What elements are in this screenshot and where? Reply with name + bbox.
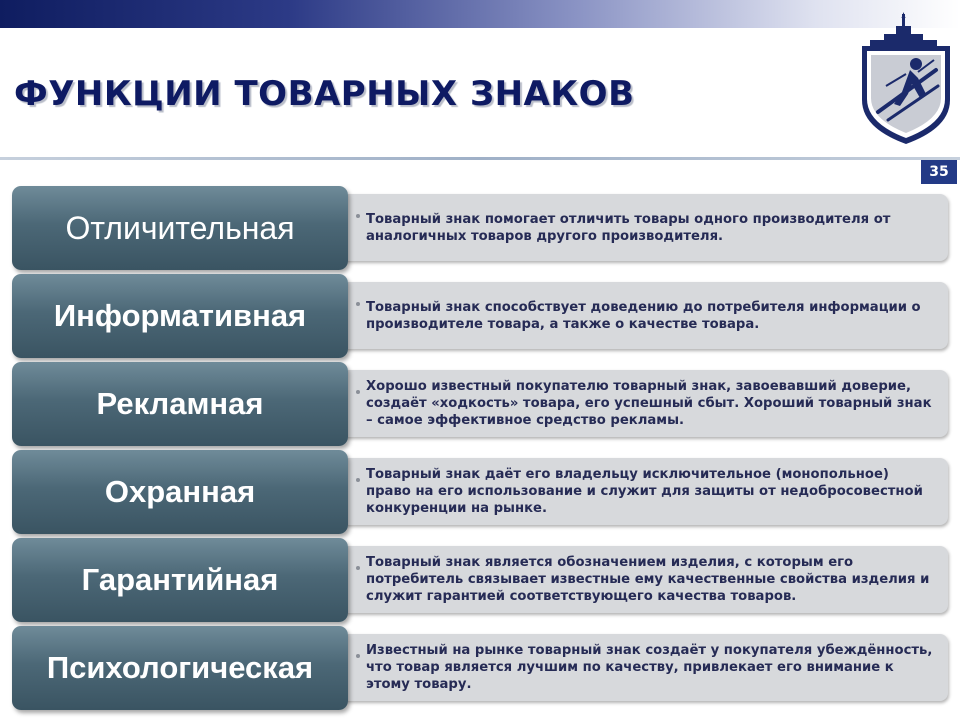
header-gradient-band (0, 0, 960, 28)
function-row-guarantee (10, 538, 950, 622)
function-name-box (12, 450, 348, 534)
function-row-protective (10, 450, 950, 534)
function-row-distinctive (10, 186, 950, 270)
function-row-psychological (10, 626, 950, 710)
bullet-dot-icon (356, 390, 360, 394)
function-name: Охранная (104, 474, 256, 509)
function-description-panel (344, 282, 948, 349)
function-row-informative (10, 274, 950, 358)
function-name-box (12, 626, 348, 710)
function-name-box (12, 362, 348, 446)
function-name-box (12, 538, 348, 622)
function-name: Гарантийная (81, 562, 279, 597)
function-description-panel (344, 458, 948, 525)
bullet-dot-icon (356, 478, 360, 482)
university-emblem-skier-icon (858, 12, 954, 146)
function-name: Рекламная (96, 386, 264, 421)
bullet-dot-icon (356, 302, 360, 306)
function-description: Товарный знак даёт его владельцу исключительное (монопольное) право на его использование и служит для защиты от недобросовестной конкуренции на рынке. (366, 467, 923, 516)
function-description-panel (344, 546, 948, 613)
function-name-box (12, 186, 348, 270)
function-row-advertising (10, 362, 950, 446)
bullet-dot-icon (356, 214, 360, 218)
function-description-panel (344, 370, 948, 437)
function-description: Товарный знак способствует доведению до потребителя информации о производителе товара, а также о качестве товара. (366, 299, 921, 332)
bullet-dot-icon (356, 654, 360, 658)
function-description: Товарный знак является обозначением изделия, с которым его потребитель связывает известные ему качественные свойства изделия и служит гарантией соответствующего качества товаров. (366, 555, 930, 604)
function-name: Отличительная (65, 209, 295, 246)
bullet-dot-icon (356, 566, 360, 570)
function-description: Товарный знак помогает отличить товары одного производителя от аналогичных товаров другого производителя. (366, 211, 891, 244)
function-description-panel (344, 634, 948, 701)
slide-title: ФУНКЦИИ ТОВАРНЫХ ЗНАКОВ (14, 74, 635, 114)
function-description-panel (344, 194, 948, 261)
function-name: Информативная (53, 298, 307, 333)
function-name-box (12, 274, 348, 358)
function-description: Хорошо известный покупателю товарный знак, завоевавший доверие, создаёт «ходкость» товара, его успешный сбыт. Хороший товарный знак – самое эффективное средство рекламы. (366, 379, 932, 428)
page-number-badge: 35 (921, 160, 957, 184)
function-name: Психологическая (46, 650, 314, 685)
header-divider (0, 157, 960, 160)
function-description: Известный на рынке товарный знак создаёт у покупателя убеждённость, что товар является лучшим по качеству, привлекает его внимание к этому товару. (366, 643, 933, 692)
